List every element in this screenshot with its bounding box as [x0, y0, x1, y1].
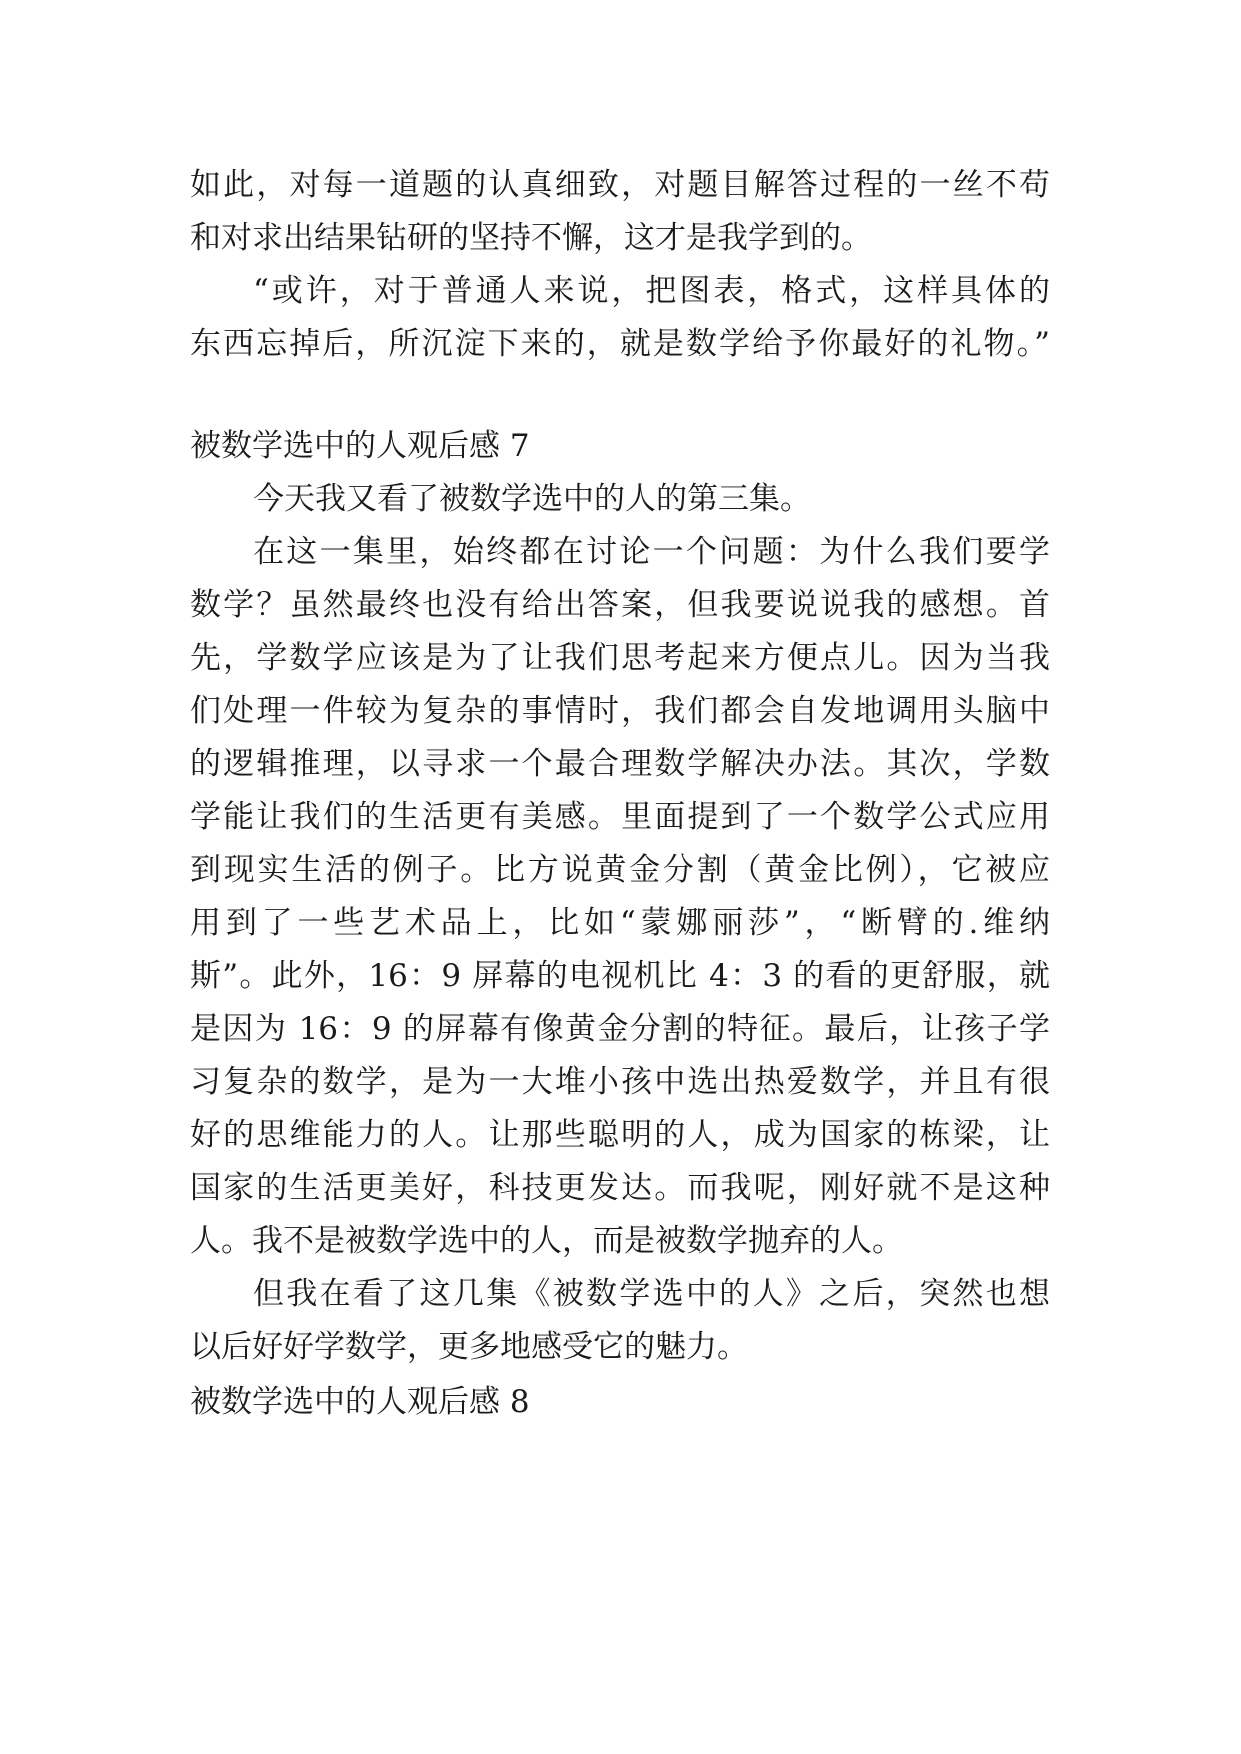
text-line: 和对求出结果钻研的坚持不懈，这才是我学到的。	[190, 220, 872, 256]
text-line: 用到了一些艺术品上，比如“蒙娜丽莎”，“断臂的.维纳	[190, 905, 1050, 941]
section-heading: 被数学选中的人观后感 7	[190, 428, 530, 464]
text-line: 好的思维能力的人。让那些聪明的人，成为国家的栋梁，让	[190, 1117, 1050, 1153]
text-line: 的逻辑推理，以寻求一个最合理数学解决办法。其次，学数	[190, 746, 1050, 782]
text-line: 以后好好学数学，更多地感受它的魅力。	[190, 1329, 748, 1365]
text-line: “或许，对于普通人来说，把图表，格式，这样具体的	[253, 273, 1050, 309]
text-line: 但我在看了这几集《被数学选中的人》之后，突然也想	[253, 1276, 1050, 1312]
text-line: 今天我又看了被数学选中的人的第三集。	[253, 481, 811, 517]
text-line: 们处理一件较为复杂的事情时，我们都会自发地调用头脑中	[190, 693, 1050, 729]
text-line: 国家的生活更美好，科技更发达。而我呢，刚好就不是这种	[190, 1170, 1050, 1206]
text-line: 是因为 16：9 的屏幕有像黄金分割的特征。最后，让孩子学	[190, 1011, 1050, 1047]
text-line: 在这一集里，始终都在讨论一个问题：为什么我们要学	[253, 534, 1050, 570]
text-line: 到现实生活的例子。比方说黄金分割（黄金比例），它被应	[190, 852, 1050, 888]
text-line: 学能让我们的生活更有美感。里面提到了一个数学公式应用	[190, 799, 1050, 835]
text-line: 先，学数学应该是为了让我们思考起来方便点儿。因为当我	[190, 640, 1050, 676]
text-line: 数学？虽然最终也没有给出答案，但我要说说我的感想。首	[190, 587, 1050, 623]
text-line: 如此，对每一道题的认真细致，对题目解答过程的一丝不苟	[190, 167, 1050, 203]
text-line: 斯”。此外，16：9 屏幕的电视机比 4：3 的看的更舒服，就	[190, 958, 1050, 994]
text-line: 东西忘掉后，所沉淀下来的，就是数学给予你最好的礼物。”	[190, 326, 1050, 362]
section-heading: 被数学选中的人观后感 8	[190, 1384, 530, 1420]
text-line: 习复杂的数学，是为一大堆小孩中选出热爱数学，并且有很	[190, 1064, 1050, 1100]
text-line: 人。我不是被数学选中的人，而是被数学抛弃的人。	[190, 1223, 903, 1259]
